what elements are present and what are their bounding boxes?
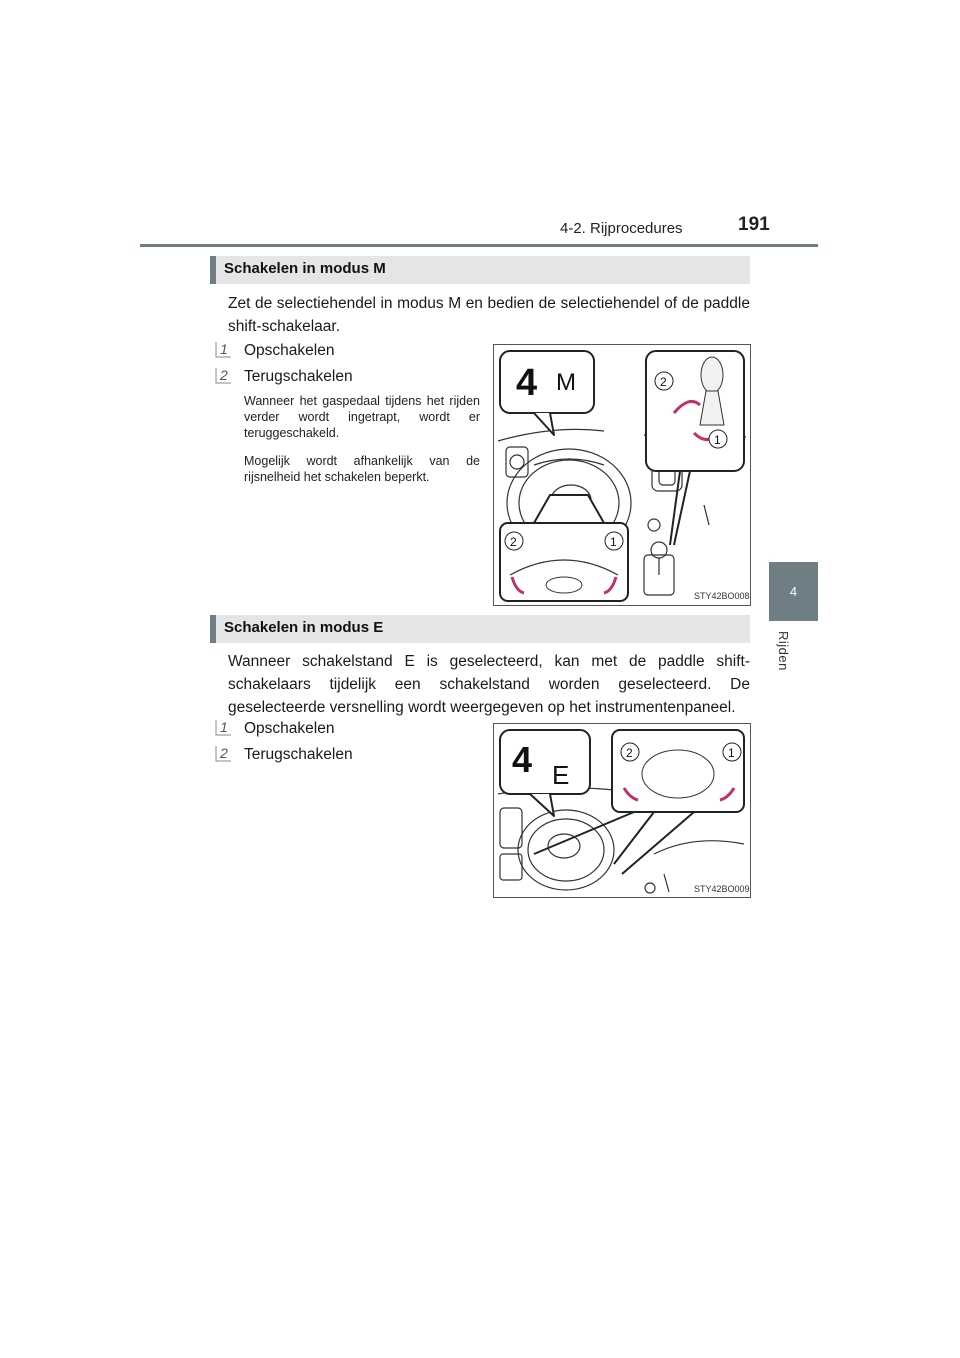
callout-up: 1 <box>610 535 617 549</box>
item-label: Terugschakelen <box>244 368 353 385</box>
gear-digit: 4 <box>516 362 538 404</box>
section-heading-accent <box>210 256 216 284</box>
header-section-title: 4-2. Rijprocedures <box>560 220 683 237</box>
item-label: Terugschakelen <box>244 746 353 763</box>
item-number-badge: 2 <box>214 366 234 386</box>
figure-code: STY42BO008 <box>694 591 750 601</box>
figure-mode-e <box>493 723 751 898</box>
gear-digit: 4 <box>512 739 533 780</box>
illustration-mode-e <box>494 724 750 897</box>
section-e-intro: Wanneer schakelstand E is geselecteerd, kan met de paddle shift-schakelaars tijdelijk een schakelstand worden geselecteerd. De geselecteerde versnelling wordt weergegeven op het instrumentenpaneel. <box>228 653 750 716</box>
item-label: Opschakelen <box>244 720 335 737</box>
callout-down: 2 <box>626 746 633 760</box>
callout-down: 2 <box>510 535 517 549</box>
section-heading-e <box>210 615 750 643</box>
illustration-mode-m <box>494 345 750 605</box>
item-number-badge: 1 <box>214 340 234 360</box>
figure-mode-m <box>493 344 751 606</box>
mode-letter: E <box>552 760 570 790</box>
item-number-badge: 2 <box>214 744 234 764</box>
section-title-e: Schakelen in modus E <box>224 619 384 636</box>
section-m-intro: Zet de selectiehendel in modus M en bedien de selectiehendel of de paddle shift-schakelaar. <box>228 295 750 335</box>
figure-code: STY42BO009 <box>694 884 750 894</box>
chapter-tab-label: Rijden <box>776 631 791 671</box>
callout-down: 2 <box>660 375 667 389</box>
callout-up: 1 <box>714 433 721 447</box>
note-text: Mogelijk wordt afhankelijk van de rijsnelheid het schakelen beperkt. <box>244 454 480 484</box>
chapter-tab: 4 <box>769 562 818 621</box>
note-text: Wanneer het gaspedaal tijdens het rijden verder wordt ingetrapt, wordt er teruggeschakeld. <box>244 394 480 440</box>
section-heading-accent <box>210 615 216 643</box>
mode-letter: M <box>556 369 576 396</box>
header-rule <box>140 244 818 247</box>
item-number-badge: 1 <box>214 718 234 738</box>
page-number: 191 <box>738 214 770 235</box>
item-label: Opschakelen <box>244 342 335 359</box>
section-title-m: Schakelen in modus M <box>224 260 386 277</box>
callout-up: 1 <box>728 746 735 760</box>
section-heading-m <box>210 256 750 284</box>
